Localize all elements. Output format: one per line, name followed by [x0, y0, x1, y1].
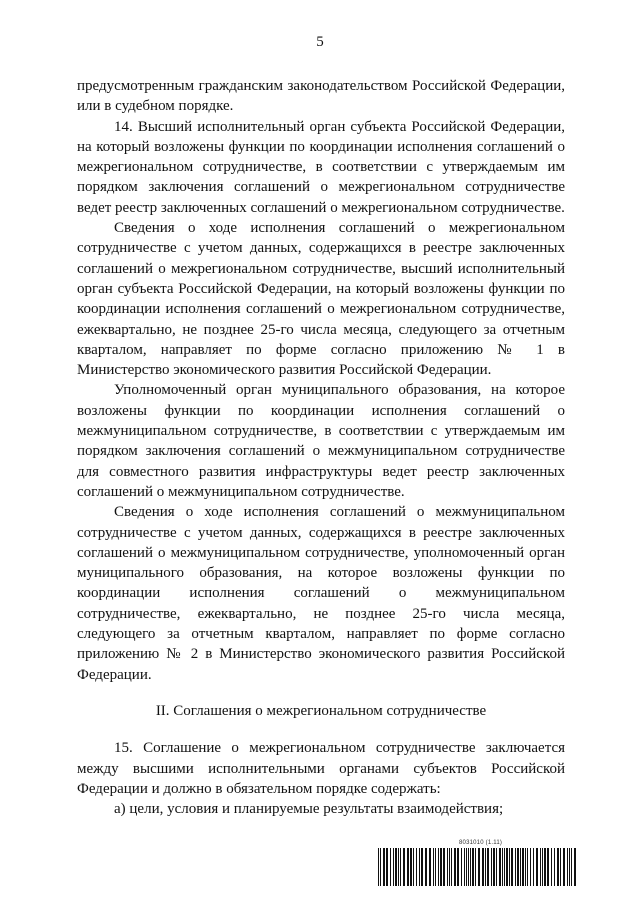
barcode-icon [378, 848, 578, 886]
paragraph-subitem-a: а) цели, условия и планируемые результаты взаимодействия; [114, 801, 504, 818]
paragraph-item-15: 15. Соглашение о межрегиональном сотрудничестве заключается между высшими исполнительными органами субъектов Российской Федерации и должно в обязательном порядке содержать: [77, 740, 565, 797]
paragraph: Сведения о ходе исполнения соглашений о межмуниципальном сотрудничестве с учетом данных, содержащихся в реестре заключенных соглашений о межмуниципальном сотрудничестве, уполномоченный орган муниципального образования, на которое возложены функции по координации исполнения соглашений о межмуниципальном сотрудничестве, ежеквартально, не позднее 25-го числа месяца, следующего за отчетным кварталом, направляет по форме согласно приложению № 2 в Министерство экономического развития Российской Федерации. [77, 504, 565, 683]
section-heading: II. Соглашения о межрегиональном сотрудничестве [155, 702, 487, 719]
paragraph: предусмотренным гражданским законодательством Российской Федерации, или в судебном порядке. [77, 78, 565, 115]
paragraph-item-14: 14. Высший исполнительный орган субъекта Российской Федерации, на который возложены функции по координации исполнения соглашений о межрегиональном сотрудничестве, в соответствии с утверждаемым им порядком заключения соглашений о межрегиональном сотрудничестве ведет реестр заключенных соглашений о межрегиональном сотрудничестве. [77, 118, 565, 216]
document-body [77, 76, 565, 819]
paragraph: Уполномоченный орган муниципального образования, на которое возложены функции по координации исполнения соглашений о межмуниципальном сотрудничестве, в соответствии с утверждаемым им порядком заключения соглашений о межмуниципальном сотрудничестве для совместного развития инфраструктуры ведет реестр заключенных соглашений о межмуниципальном сотрудничестве. [77, 382, 565, 500]
document-footer [378, 840, 578, 886]
paragraph: Сведения о ходе исполнения соглашений о межрегиональном сотрудничестве с учетом данных, содержащихся в реестре заключенных соглашений о межрегиональном сотрудничестве, высший исполнительный орган субъекта Российской Федерации, на который возложены функции по координации исполнения соглашений о межрегиональном сотрудничестве, ежеквартально, не позднее 25-го числа месяца, следующего за отчетным кварталом, направляет по форме согласно приложению № 1 в Министерство экономического развития Российской Федерации. [77, 220, 565, 379]
barcode-code: 8031010 (1.11) [459, 840, 503, 846]
page-number: 5 [316, 34, 324, 50]
